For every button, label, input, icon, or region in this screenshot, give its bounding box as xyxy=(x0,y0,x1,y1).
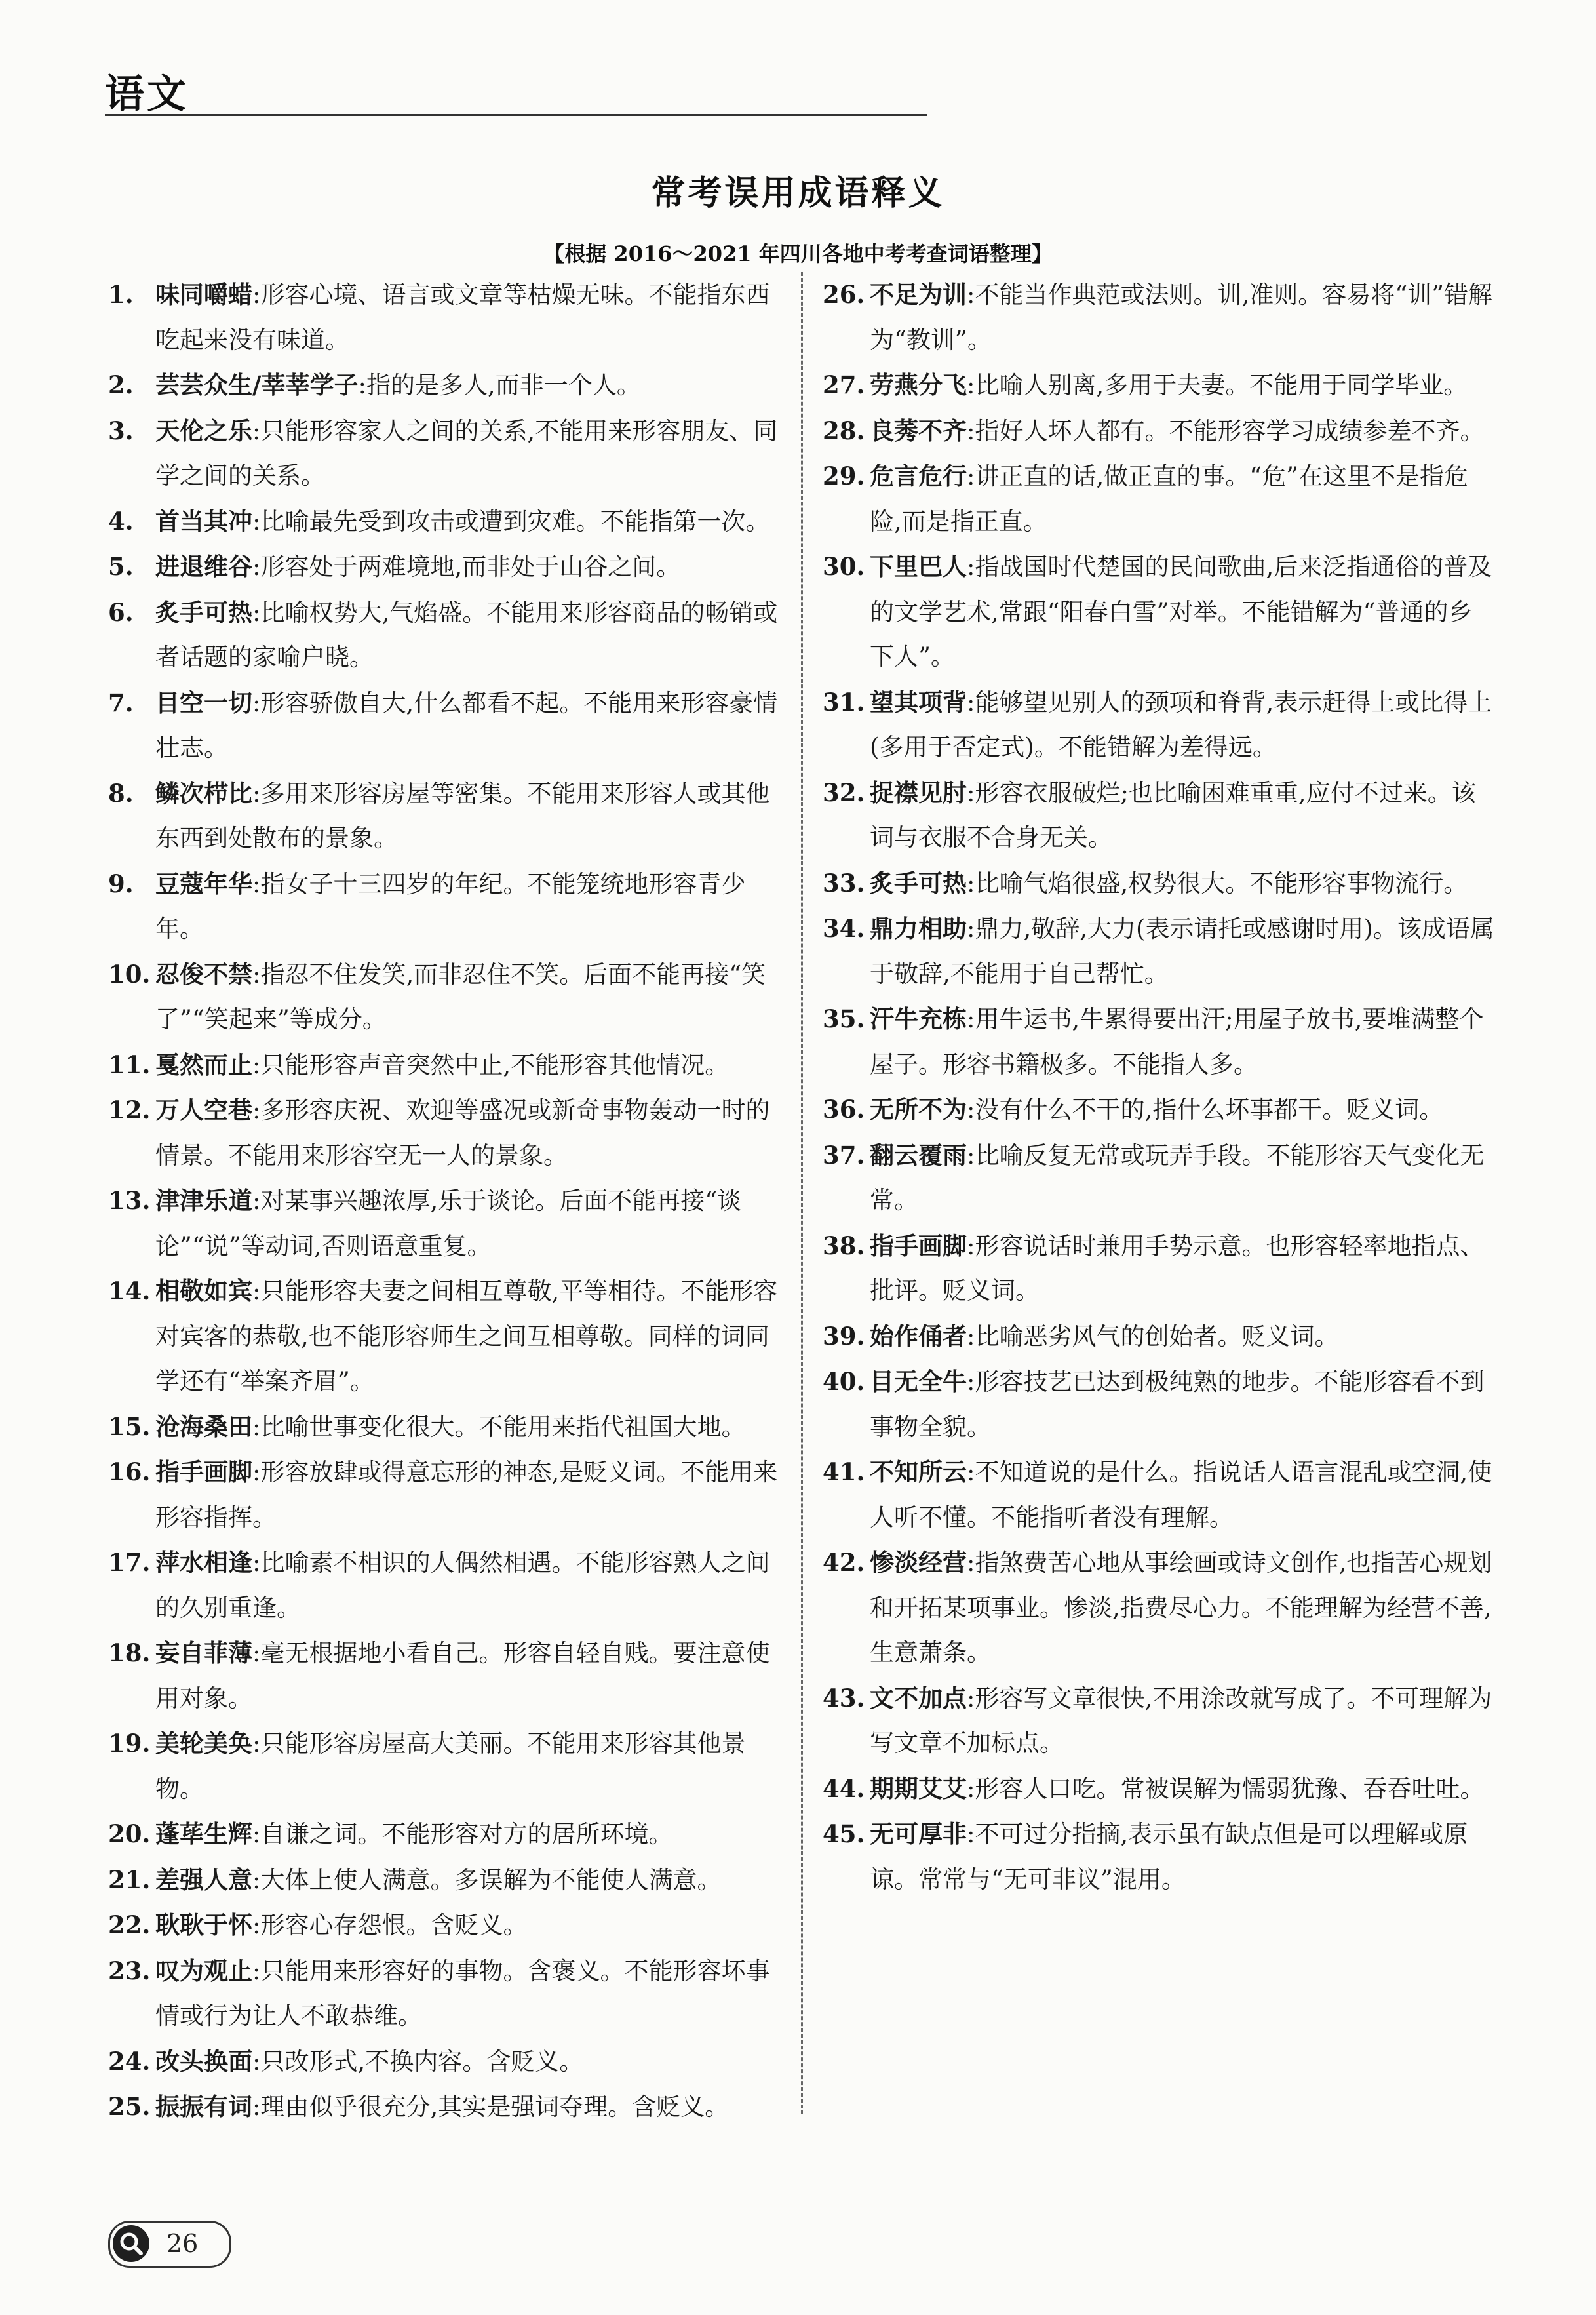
idiom-definition: :形容心境、语言或文章等枯燥无味。不能指东西吃起来没有味道。 xyxy=(155,281,770,354)
entry-number: 18. xyxy=(108,1638,151,1667)
idiom-definition: :多用来形容房屋等密集。不能用来形容人或其他东西到处散布的景象。 xyxy=(155,779,770,852)
idiom-term: 期期艾艾 xyxy=(870,1773,967,1803)
idiom-term: 妄自菲薄 xyxy=(155,1638,252,1667)
entry-number: 6. xyxy=(108,597,134,627)
idiom-entry xyxy=(823,454,1494,544)
idiom-entry xyxy=(108,408,780,499)
idiom-term: 翻云覆雨 xyxy=(870,1140,967,1170)
entry-number: 33. xyxy=(823,868,865,898)
idiom-entry xyxy=(108,1088,780,1178)
idiom-definition: :只改形式,不换内容。含贬义。 xyxy=(252,2047,584,2076)
entry-number: 40. xyxy=(823,1367,865,1396)
idiom-term: 惨淡经营 xyxy=(870,1548,967,1577)
idiom-entry xyxy=(823,1314,1494,1360)
idiom-term: 目空一切 xyxy=(155,688,252,717)
entry-number: 4. xyxy=(108,506,134,536)
entry-number: 32. xyxy=(823,778,865,807)
idiom-definition: :能够望见别人的颈项和脊背,表示赶得上或比得上(多用于否定式)。不能错解为差得远。 xyxy=(870,688,1492,761)
idiom-term: 始作俑者 xyxy=(870,1321,967,1351)
idiom-term: 指手画脚 xyxy=(870,1231,967,1260)
entry-number: 19. xyxy=(108,1729,151,1758)
idiom-entry xyxy=(823,363,1494,408)
entry-number: 39. xyxy=(823,1321,865,1351)
idiom-definition: :只能形容房屋高大美丽。不能用来形容其他景物。 xyxy=(155,1730,746,1803)
entry-number: 44. xyxy=(823,1773,865,1803)
idiom-entry xyxy=(108,1949,780,2039)
idiom-term: 下里巴人 xyxy=(870,552,967,581)
idiom-entry xyxy=(823,544,1494,680)
idiom-term: 美轮美奂 xyxy=(155,1729,252,1758)
idiom-definition: :比喻世事变化很大。不能用来指代祖国大地。 xyxy=(252,1412,746,1441)
idiom-term: 忍俊不禁 xyxy=(155,959,252,989)
entry-number: 30. xyxy=(823,552,865,581)
idiom-term: 鼎力相助 xyxy=(870,914,967,943)
idiom-definition: :指煞费苦心地从事绘画或诗文创作,也指苦心规划和开拓某项事业。惨淡,指费尽心力。不能理解为经营不善,生意萧条。 xyxy=(870,1549,1492,1667)
entry-number: 26. xyxy=(823,280,865,309)
entry-number: 1. xyxy=(108,280,134,309)
idiom-entry xyxy=(823,1223,1494,1314)
entry-number: 45. xyxy=(823,1819,865,1848)
idiom-entry xyxy=(823,1087,1494,1133)
idiom-definition: :比喻反复无常或玩弄手段。不能形容天气变化无常。 xyxy=(870,1141,1485,1214)
entry-number: 21. xyxy=(108,1865,151,1894)
entry-number: 16. xyxy=(108,1457,151,1486)
entry-number: 41. xyxy=(823,1457,865,1486)
idiom-definition: :指的是多人,而非一个人。 xyxy=(358,371,641,399)
idiom-term: 望其项背 xyxy=(870,687,967,717)
entry-number: 31. xyxy=(823,687,865,717)
idiom-definition: :大体上使人满意。多误解为不能使人满意。 xyxy=(252,1865,722,1894)
idiom-term: 沧海桑田 xyxy=(155,1412,252,1441)
idiom-term: 耿耿于怀 xyxy=(155,1910,252,1939)
entry-number: 5. xyxy=(108,552,134,581)
idiom-entry xyxy=(108,499,780,545)
idiom-term: 首当其冲 xyxy=(155,506,252,536)
page-number-badge xyxy=(108,2221,231,2268)
idiom-entry xyxy=(108,2084,780,2130)
idiom-definition: :指好人坏人都有。不能形容学习成绩参差不齐。 xyxy=(967,416,1485,445)
idiom-term: 蓬荜生辉 xyxy=(155,1819,252,1848)
entry-number: 36. xyxy=(823,1095,865,1124)
idiom-definition: :形容心存怨恨。含贬义。 xyxy=(252,1911,528,1939)
idiom-definition: :形容放肆或得意忘形的神态,是贬义词。不能用来形容指挥。 xyxy=(155,1458,778,1532)
idiom-entry xyxy=(108,1404,780,1450)
idiom-term: 津津乐道 xyxy=(155,1186,252,1215)
idiom-entry xyxy=(823,1766,1494,1812)
entry-number: 38. xyxy=(823,1231,865,1260)
entry-number: 15. xyxy=(108,1412,151,1441)
entry-number: 35. xyxy=(823,1004,865,1033)
idiom-term: 味同嚼蜡 xyxy=(155,280,252,309)
page-title: 常考误用成语释义 xyxy=(651,174,945,213)
entry-number: 20. xyxy=(108,1819,151,1848)
idiom-definition: :不知道说的是什么。指说话人语言混乱或空洞,使人听不懂。不能指听者没有理解。 xyxy=(870,1458,1492,1532)
idiom-term: 炙手可热 xyxy=(870,868,967,898)
idiom-entry xyxy=(108,1450,780,1540)
idiom-definition: :比喻气焰很盛,权势很大。不能形容事物流行。 xyxy=(967,869,1468,898)
idiom-definition: :自谦之词。不能形容对方的居所环境。 xyxy=(252,1820,673,1848)
idiom-entry xyxy=(108,952,780,1042)
idiom-term: 劳燕分飞 xyxy=(870,370,967,399)
idiom-term: 萍水相逢 xyxy=(155,1548,252,1577)
idiom-entry xyxy=(823,1359,1494,1450)
idiom-entry xyxy=(823,680,1494,770)
idiom-entry xyxy=(108,1721,780,1811)
idiom-definition: :只能形容家人之间的关系,不能用来形容朋友、同学之间的关系。 xyxy=(155,416,778,490)
idiom-definition: :比喻素不相识的人偶然相遇。不能形容熟人之间的久别重逢。 xyxy=(155,1549,770,1622)
idiom-term: 进退维谷 xyxy=(155,552,252,581)
idiom-entry xyxy=(108,1903,780,1949)
idiom-definition: :毫无根据地小看自己。形容自轻自贱。要注意使用对象。 xyxy=(155,1639,770,1712)
idiom-term: 差强人意 xyxy=(155,1865,252,1894)
idiom-entry xyxy=(823,1540,1494,1676)
idiom-definition: :比喻最先受到攻击或遭到灾难。不能指第一次。 xyxy=(252,507,770,536)
entry-number: 23. xyxy=(108,1956,151,1985)
entry-number: 8. xyxy=(108,778,134,808)
header-rule xyxy=(105,114,927,116)
idiom-term: 炙手可热 xyxy=(155,597,252,627)
idiom-term: 危言危行 xyxy=(870,462,967,490)
idiom-term: 无可厚非 xyxy=(870,1819,967,1848)
entry-number: 43. xyxy=(823,1683,865,1712)
idiom-definition: :理由似乎很充分,其实是强词夺理。含贬义。 xyxy=(252,2093,730,2121)
idiom-term: 天伦之乐 xyxy=(155,416,252,445)
idiom-definition: :形容衣服破烂;也比喻困难重重,应付不过来。该词与衣服不合身无关。 xyxy=(870,778,1476,852)
idiom-entry xyxy=(108,2039,780,2085)
right-column xyxy=(823,272,1494,1902)
idiom-definition: :指女子十三四岁的年纪。不能笼统地形容青少年。 xyxy=(155,869,746,943)
idiom-entry xyxy=(108,1540,780,1631)
subject-header: 语文 xyxy=(105,71,189,117)
idiom-entry xyxy=(108,544,780,590)
entry-number: 29. xyxy=(823,462,865,490)
idiom-term: 捉襟见肘 xyxy=(870,778,967,807)
idiom-entry xyxy=(823,1676,1494,1766)
idiom-definition: :多形容庆祝、欢迎等盛况或新奇事物轰动一时的情景。不能用来形容空无一人的景象。 xyxy=(155,1096,770,1170)
idiom-entry xyxy=(108,1631,780,1721)
idiom-term: 万人空巷 xyxy=(155,1096,252,1124)
idiom-definition: :形容骄傲自大,什么都看不起。不能用来形容豪情壮志。 xyxy=(155,688,778,762)
idiom-definition: :对某事兴趣浓厚,乐于谈论。后面不能再接“谈论”“说”等动词,否则语意重复。 xyxy=(155,1187,742,1260)
idiom-entry xyxy=(108,681,780,771)
idiom-term: 芸芸众生/莘莘学子 xyxy=(155,370,359,399)
entry-number: 14. xyxy=(108,1276,151,1305)
idiom-definition: :形容技艺已达到极纯熟的地步。不能形容看不到事物全貌。 xyxy=(870,1368,1485,1441)
idiom-definition: :指战国时代楚国的民间歌曲,后来泛指通俗的普及的文学艺术,常跟“阳春白雪”对举。不能错解为“普通的乡下人”。 xyxy=(870,553,1492,671)
idiom-term: 汗牛充栋 xyxy=(870,1004,967,1033)
idiom-definition: :讲正直的话,做正直的事。“危”在这里不是指危险,而是指正直。 xyxy=(870,462,1469,536)
entry-number: 28. xyxy=(823,416,865,445)
idiom-entry xyxy=(108,1857,780,1903)
entry-number: 12. xyxy=(108,1096,151,1124)
idiom-definition: :形容处于两难境地,而非处于山谷之间。 xyxy=(252,553,681,581)
entry-number: 3. xyxy=(108,416,134,445)
idiom-entry xyxy=(108,1269,780,1404)
idiom-definition: :只能用来形容好的事物。含褒义。不能形容坏事情或行为让人不敢恭维。 xyxy=(155,1956,770,2030)
idiom-definition: :只能形容声音突然中止,不能形容其他情况。 xyxy=(252,1050,730,1079)
idiom-entry xyxy=(108,1042,780,1088)
idiom-entry xyxy=(823,770,1494,861)
entry-number: 13. xyxy=(108,1186,151,1215)
idiom-definition: :不能当作典范或法则。训,准则。容易将“训”错解为“教训”。 xyxy=(870,281,1493,354)
left-column xyxy=(108,272,780,2130)
idiom-term: 豆蔻年华 xyxy=(155,869,252,898)
idiom-entry xyxy=(108,1178,780,1269)
idiom-entry xyxy=(108,861,780,952)
idiom-entry xyxy=(823,906,1494,997)
entry-number: 22. xyxy=(108,1910,151,1939)
idiom-definition: :形容写文章很快,不用涂改就写成了。不可理解为写文章不加标点。 xyxy=(870,1684,1492,1757)
entry-number: 42. xyxy=(823,1548,865,1577)
entry-number: 9. xyxy=(108,869,134,898)
idiom-definition: :不可过分指摘,表示虽有缺点但是可以理解或原谅。常常与“无可非议”混用。 xyxy=(870,1820,1468,1893)
idiom-term: 不知所云 xyxy=(870,1457,967,1486)
idiom-definition: :指忍不住发笑,而非忍住不笑。后面不能再接“笑了”“笑起来”等成分。 xyxy=(155,960,766,1033)
entry-number: 37. xyxy=(823,1140,865,1170)
idiom-definition: :形容说话时兼用手势示意。也形容轻率地指点、批评。贬义词。 xyxy=(870,1231,1485,1305)
idiom-definition: :没有什么不干的,指什么坏事都干。贬义词。 xyxy=(967,1096,1444,1124)
idiom-definition: :比喻权势大,气焰盛。不能用来形容商品的畅销或者话题的家喻户晓。 xyxy=(155,598,778,671)
idiom-definition: :只能形容夫妻之间相互尊敬,平等相待。不能形容对宾客的恭敬,也不能形容师生之间互相尊敬。同样的词同学还有“举案齐眉”。 xyxy=(155,1277,778,1395)
entry-number: 24. xyxy=(108,2046,151,2076)
idiom-term: 戛然而止 xyxy=(155,1050,252,1079)
idiom-term: 目无全牛 xyxy=(870,1367,967,1396)
idiom-entry xyxy=(823,861,1494,907)
idiom-entry xyxy=(108,590,780,681)
idiom-term: 不足为训 xyxy=(870,280,967,309)
idiom-entry xyxy=(823,408,1494,454)
idiom-term: 良莠不齐 xyxy=(870,416,967,445)
entry-number: 7. xyxy=(108,688,134,717)
idiom-entry xyxy=(823,1133,1494,1223)
idiom-entry xyxy=(108,363,780,408)
entry-number: 10. xyxy=(108,959,151,989)
idiom-term: 改头换面 xyxy=(155,2046,252,2076)
idiom-term: 鳞次栉比 xyxy=(155,778,252,808)
idiom-term: 无所不为 xyxy=(870,1095,967,1124)
idiom-term: 振振有词 xyxy=(155,2092,252,2121)
entry-number: 11. xyxy=(108,1050,151,1079)
idiom-term: 叹为观止 xyxy=(155,1956,252,1985)
page-subtitle: 【根据 2016～2021 年四川各地中考考查词语整理】 xyxy=(543,241,1053,266)
entry-number: 17. xyxy=(108,1548,151,1577)
idiom-definition: :鼎力,敬辞,大力(表示请托或感谢时用)。该成语属于敬辞,不能用于自己帮忙。 xyxy=(870,915,1494,988)
idiom-entry xyxy=(823,1811,1494,1902)
magnifier-icon xyxy=(113,2225,149,2262)
idiom-entry xyxy=(823,997,1494,1087)
idiom-entry xyxy=(823,272,1494,363)
idiom-entry xyxy=(108,272,780,363)
idiom-entry xyxy=(108,771,780,861)
idiom-entry xyxy=(108,1811,780,1857)
idiom-term: 相敬如宾 xyxy=(155,1276,252,1305)
idiom-definition: :用牛运书,牛累得要出汗;用屋子放书,要堆满整个屋子。形容书籍极多。不能指人多。 xyxy=(870,1005,1484,1078)
idiom-definition: :形容人口吃。常被误解为懦弱犹豫、吞吞吐吐。 xyxy=(967,1774,1485,1803)
idiom-entry xyxy=(823,1450,1494,1540)
entry-number: 25. xyxy=(108,2092,151,2121)
entry-number: 2. xyxy=(108,370,134,399)
idiom-definition: :比喻恶劣风气的创始者。贬义词。 xyxy=(967,1322,1339,1351)
entry-number: 34. xyxy=(823,914,865,943)
column-divider xyxy=(801,272,803,2114)
idiom-term: 指手画脚 xyxy=(155,1457,252,1486)
entry-number: 27. xyxy=(823,370,865,399)
idiom-term: 文不加点 xyxy=(870,1683,967,1712)
idiom-definition: :比喻人别离,多用于夫妻。不能用于同学毕业。 xyxy=(967,371,1468,399)
page-number: 26 xyxy=(166,2229,199,2258)
